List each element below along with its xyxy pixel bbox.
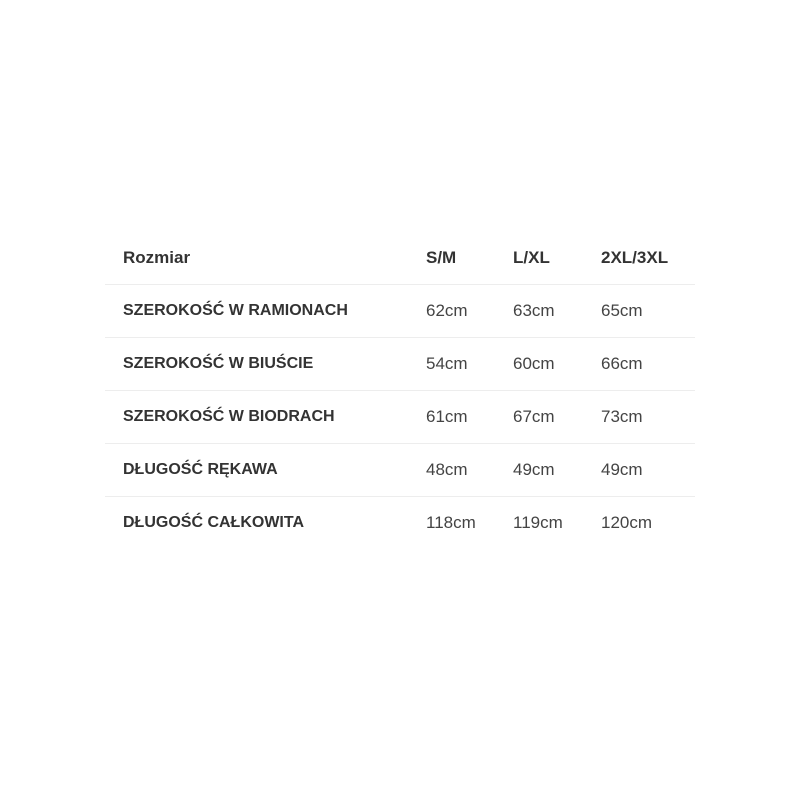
table-row <box>105 497 695 550</box>
header-size-label: Rozmiar <box>105 232 426 285</box>
table-cell: 60cm <box>513 338 601 391</box>
table-cell: 119cm <box>513 513 563 532</box>
table-cell: 63cm <box>513 285 601 338</box>
table-cell: 49cm <box>601 444 695 497</box>
row-label-bust-width: SZEROKOŚĆ W BIUŚCIE <box>105 338 426 391</box>
table-cell: 54cm <box>426 338 513 391</box>
size-chart-table <box>105 232 695 549</box>
table-cell: 120cm <box>601 513 653 532</box>
table-row <box>105 444 695 497</box>
row-label-total-length: DŁUGOŚĆ CAŁKOWITA <box>123 514 305 531</box>
header-row <box>105 232 695 285</box>
table-cell: 66cm <box>601 338 695 391</box>
table-cell: 48cm <box>426 444 513 497</box>
table-cell: 65cm <box>601 285 695 338</box>
table-cell: 61cm <box>426 391 513 444</box>
row-label-sleeve-length: DŁUGOŚĆ RĘKAWA <box>105 444 426 497</box>
size-chart-body <box>105 285 695 550</box>
header-size-2xl3xl: 2XL/3XL <box>601 232 695 285</box>
row-label-hip-width: SZEROKOŚĆ W BIODRACH <box>105 391 426 444</box>
header-size-sm: S/M <box>426 232 513 285</box>
table-cell: 49cm <box>513 444 601 497</box>
table-cell: 67cm <box>513 391 601 444</box>
table-cell: 62cm <box>426 285 513 338</box>
table-cell: 73cm <box>601 391 695 444</box>
table-row <box>105 338 695 391</box>
table-row <box>105 391 695 444</box>
header-size-lxl: L/XL <box>513 232 601 285</box>
row-label-shoulder-width: SZEROKOŚĆ W RAMIONACH <box>105 285 426 338</box>
table-row <box>105 285 695 338</box>
table-cell: 118cm <box>426 513 476 532</box>
size-chart-header <box>105 232 695 285</box>
